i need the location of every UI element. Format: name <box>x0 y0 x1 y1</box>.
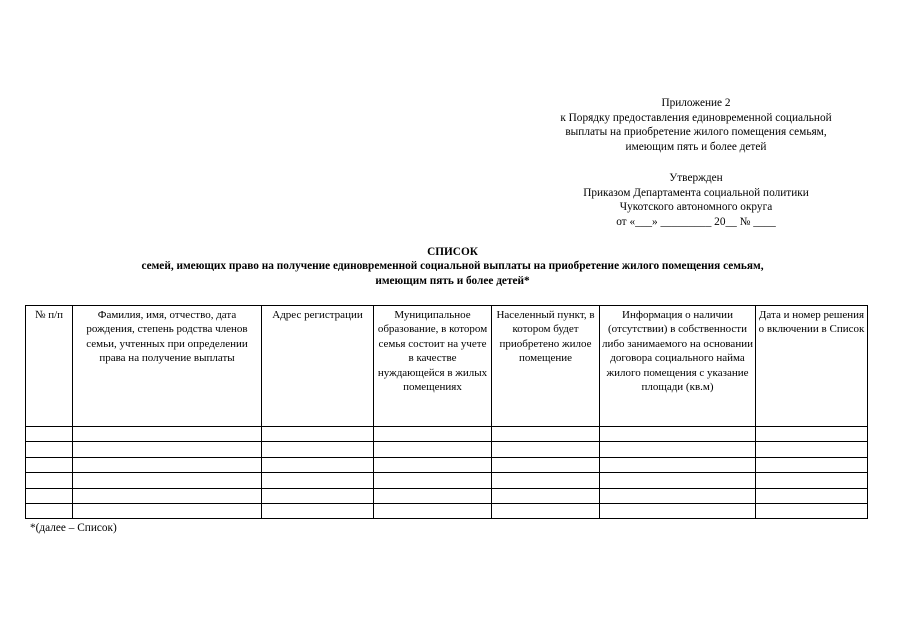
table-cell <box>492 427 600 442</box>
approval-line: Утвержден <box>669 172 723 184</box>
table-cell <box>492 457 600 472</box>
column-header-decision: Дата и номер решения о включении в Список <box>756 306 868 427</box>
column-header-municipality: Муниципальное образование, в котором семья состоит на учете в качестве нуждающейся в жилых помещениях <box>374 306 492 427</box>
table-cell <box>26 427 73 442</box>
table-cell <box>600 488 756 503</box>
table-cell <box>374 442 492 457</box>
approval-block <box>480 171 905 229</box>
table-cell <box>26 473 73 488</box>
appendix-line: Приложение 2 <box>661 97 731 109</box>
table-cell <box>26 503 73 518</box>
table-row <box>26 442 868 457</box>
family-list-table <box>25 305 868 519</box>
title-heading: СПИСОК <box>427 246 478 258</box>
table-row <box>26 427 868 442</box>
appendix-line: выплаты на приобретение жилого помещения семьям, <box>565 126 827 139</box>
table-cell <box>262 503 374 518</box>
table-row <box>26 488 868 503</box>
column-header-number: № п/п <box>26 306 73 427</box>
table-cell <box>600 473 756 488</box>
table-cell <box>492 473 600 488</box>
table-cell <box>374 457 492 472</box>
table-row <box>26 473 868 488</box>
table-cell <box>374 427 492 442</box>
table-cell <box>262 473 374 488</box>
table-cell <box>600 427 756 442</box>
table-cell <box>73 503 262 518</box>
appendix-block <box>480 96 905 154</box>
table-cell <box>26 457 73 472</box>
footnote: *(далее – Список) <box>30 522 117 534</box>
table-cell <box>73 457 262 472</box>
column-header-family-members: Фамилия, имя, отчество, дата рождения, степень родства членов семьи, учтенных при определении права на получение выплаты <box>73 306 262 427</box>
appendix-line: имеющим пять и более детей <box>625 140 767 153</box>
approval-line: от «___» _________ 20__ № ____ <box>616 215 776 228</box>
approval-line: Чукотского автономного округа <box>619 201 773 214</box>
title-subheading: имеющим пять и более детей* <box>375 274 530 287</box>
table-cell <box>73 442 262 457</box>
table-cell <box>600 503 756 518</box>
column-header-housing-info: Информация о наличии (отсутствии) в собственности либо занимаемого на основании договора социального найма жилого помещения с указание площади (кв.м) <box>600 306 756 427</box>
approval-line: Приказом Департамента социальной политики <box>583 186 809 199</box>
table-cell <box>600 457 756 472</box>
appendix-line: к Порядку предоставления единовременной социальной <box>560 111 832 124</box>
table-cell <box>26 442 73 457</box>
table-cell <box>492 488 600 503</box>
table-header-row <box>26 306 868 427</box>
table-body <box>26 427 868 519</box>
table-cell <box>756 488 868 503</box>
table-cell <box>262 457 374 472</box>
column-header-registration-address: Адрес регистрации <box>262 306 374 427</box>
table-row <box>26 503 868 518</box>
table-cell <box>756 473 868 488</box>
table-cell <box>756 457 868 472</box>
table-cell <box>73 473 262 488</box>
table-cell <box>492 442 600 457</box>
table-cell <box>492 503 600 518</box>
table-cell <box>374 473 492 488</box>
column-header-settlement: Населенный пункт, в котором будет приобретено жилое помещение <box>492 306 600 427</box>
table-cell <box>756 427 868 442</box>
table-cell <box>374 503 492 518</box>
table-cell <box>262 488 374 503</box>
table-cell <box>756 442 868 457</box>
table-cell <box>26 488 73 503</box>
table-cell <box>73 488 262 503</box>
table-row <box>26 457 868 472</box>
table-cell <box>262 427 374 442</box>
table-cell <box>756 503 868 518</box>
table-cell <box>374 488 492 503</box>
table-cell <box>73 427 262 442</box>
document-title <box>0 245 905 288</box>
title-subheading: семей, имеющих право на получение единовременной социальной выплаты на приобретение жилого помещения семьям, <box>141 260 764 273</box>
table-cell <box>262 442 374 457</box>
table-cell <box>600 442 756 457</box>
